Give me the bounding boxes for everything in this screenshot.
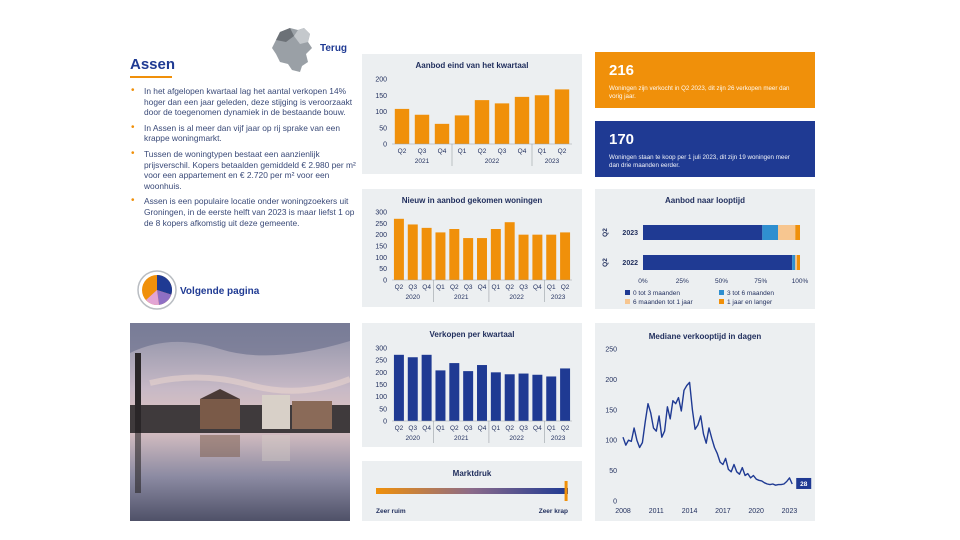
chart-aanbod: [362, 54, 582, 174]
x-tick-label: Q1: [436, 425, 445, 432]
bar: [535, 95, 549, 144]
y-tick-label: 100: [605, 437, 617, 445]
y-tick-label: 250: [375, 357, 387, 365]
legend-swatch: [625, 299, 630, 304]
x-tick-label: Q1: [546, 425, 556, 432]
bar: [408, 224, 418, 280]
x-tick-label: 100%: [791, 278, 809, 285]
bar: [491, 372, 501, 421]
bar: [463, 238, 473, 280]
bar: [546, 235, 556, 280]
year-label: 2022: [509, 294, 524, 301]
x-tick-label: Q1: [491, 284, 501, 291]
legend-label: 1 jaar en langer: [727, 299, 773, 306]
row-label: 2023: [622, 230, 638, 237]
summary-item: • Tussen de woningtypen bestaat een aanzienlijk prijsverschil. Kopers betaalden gemiddeld € 2.980 per m² voor een appartement en € 2.720 per m² voor een woonhuis.: [130, 149, 362, 191]
bar: [435, 124, 449, 144]
y-tick-label: 200: [375, 232, 387, 240]
legend-label: 0 tot 3 maanden: [633, 290, 680, 297]
chart-verkopen: [362, 323, 582, 447]
summary-list: [130, 86, 362, 233]
y-tick-label: 100: [375, 109, 387, 116]
bar: [505, 222, 515, 280]
kpi-sales-card: [595, 52, 815, 108]
legend-label: 3 tot 6 maanden: [727, 290, 774, 297]
chart-title: Aanbod naar looptijd: [665, 196, 745, 205]
bar: [519, 374, 529, 421]
bar: [395, 109, 409, 144]
x-tick-label: Q2: [397, 148, 407, 155]
bar: [477, 365, 487, 421]
y-tick-label: 0: [383, 277, 387, 285]
stacked-segment: [792, 255, 795, 270]
y-tick-label: 100: [375, 394, 387, 402]
bar: [449, 229, 459, 280]
year-label: 2021: [453, 294, 469, 301]
chart-marktdruk: [362, 461, 582, 521]
x-tick-label: Q3: [417, 148, 427, 155]
bar: [463, 371, 473, 421]
x-tick-label: 2014: [681, 508, 698, 515]
x-tick-label: Q3: [519, 284, 528, 291]
row-group-label: Q2: [602, 258, 609, 267]
x-tick-label: Q1: [457, 148, 467, 155]
x-tick-label: Q4: [533, 425, 542, 432]
x-tick-label: Q4: [477, 425, 487, 432]
summary-item: • In het afgelopen kwartaal lag het aantal verkopen 14% hoger dan een jaar geleden, deze stijging is veroorzaakt door de toegenomen dynamiek in de bestaande bouw.: [130, 86, 362, 118]
last-value-label: 28: [800, 480, 808, 488]
province-map-icon[interactable]: [270, 26, 316, 74]
chart-verkopen-svg: [362, 323, 582, 447]
y-tick-label: 200: [605, 376, 617, 384]
y-tick-label: 250: [605, 346, 617, 354]
y-tick-label: 250: [375, 220, 387, 228]
x-tick-label: Q2: [477, 148, 487, 155]
legend-label: 6 maanden tot 1 jaar: [633, 299, 693, 306]
x-tick-label: 2023: [781, 508, 798, 515]
chart-title: Mediane verkooptijd in dagen: [648, 332, 762, 341]
stacked-segment: [762, 225, 778, 240]
x-tick-label: Q3: [519, 425, 528, 432]
canal-photo: [130, 323, 350, 521]
x-tick-label: Q3: [408, 284, 418, 291]
bar: [455, 115, 469, 144]
x-tick-label: Q1: [546, 284, 556, 291]
x-tick-label: Q1: [491, 425, 501, 432]
y-tick-label: 150: [375, 92, 387, 100]
bar: [415, 115, 429, 144]
x-tick-label: 2017: [715, 508, 731, 515]
x-tick-label: Q2: [560, 425, 570, 432]
y-tick-label: 150: [375, 382, 387, 389]
chart-title: Verkopen per kwartaal: [429, 330, 515, 339]
bar: [435, 370, 445, 421]
stacked-segment: [643, 225, 762, 240]
stacked-segment: [643, 255, 792, 270]
bar: [532, 235, 542, 280]
y-tick-label: 50: [379, 266, 387, 274]
chart-looptijd-svg: [595, 189, 815, 309]
stacked-segment: [795, 255, 797, 270]
chart-aanbod-svg: [362, 54, 582, 174]
x-tick-label: Q3: [463, 284, 473, 291]
bar: [435, 232, 445, 280]
year-label: 2021: [414, 158, 430, 165]
year-label: 2023: [550, 294, 566, 301]
x-tick-label: Q4: [517, 148, 527, 155]
legend-swatch: [719, 299, 724, 304]
x-tick-label: 2011: [648, 508, 664, 515]
x-tick-label: 2020: [748, 508, 764, 515]
year-label: 2021: [453, 435, 469, 442]
stacked-segment: [795, 225, 800, 240]
bar: [560, 232, 570, 280]
kpi-sales-value: 216: [609, 62, 635, 79]
chart-verkooptijd: [595, 323, 815, 521]
bar: [560, 368, 570, 421]
x-tick-label: Q4: [533, 284, 542, 291]
stacked-segment: [797, 255, 800, 270]
row-label: 2022: [622, 260, 638, 267]
x-tick-label: Q4: [437, 148, 447, 155]
x-tick-label: Q2: [449, 425, 459, 432]
kpi-supply-value: 170: [609, 131, 635, 148]
gauge-marker: [565, 481, 568, 501]
bar: [449, 363, 459, 421]
y-tick-label: 0: [383, 141, 387, 149]
year-label: 2023: [544, 158, 560, 165]
summary-item: • Assen is een populaire locatie onder woningzoekers uit Groningen, in de eerste helft van 2023 is maar liefst 1 op de 8 kopers afkomstig uit deze gemeente.: [130, 196, 362, 228]
stacked-segment: [778, 225, 795, 240]
bar: [546, 376, 556, 421]
kpi-sales-text: Woningen zijn verkocht in Q2 2023, dit zijn 26 verkopen meer dan vorig jaar.: [609, 85, 790, 100]
x-tick-label: 2008: [615, 508, 631, 515]
y-tick-label: 0: [383, 418, 387, 426]
x-tick-label: Q3: [408, 425, 418, 432]
chart-title: Aanbod eind van het kwartaal: [415, 61, 529, 70]
x-tick-label: 75%: [754, 278, 768, 285]
series-line: [623, 382, 792, 485]
bar: [422, 355, 432, 421]
y-tick-label: 150: [605, 407, 617, 415]
chart-nieuw: [362, 189, 582, 307]
x-tick-label: Q2: [557, 148, 567, 155]
legend-swatch: [625, 290, 630, 295]
bar: [519, 235, 529, 280]
bar: [491, 229, 501, 280]
y-tick-label: 50: [379, 125, 387, 133]
x-tick-label: 0%: [638, 278, 648, 285]
pie-chart-icon[interactable]: [137, 270, 177, 310]
year-label: 2022: [484, 158, 500, 165]
y-tick-label: 200: [375, 76, 387, 84]
x-tick-label: Q3: [463, 425, 473, 432]
chart-title: Nieuw in aanbod gekomen woningen: [401, 196, 543, 205]
gauge-bar: [376, 488, 568, 494]
y-tick-label: 50: [609, 468, 617, 476]
back-link[interactable]: Terug: [320, 43, 348, 54]
next-page-link[interactable]: Volgende pagina: [180, 286, 260, 297]
x-tick-label: Q4: [422, 284, 431, 291]
bar: [422, 228, 432, 280]
y-tick-label: 300: [375, 345, 387, 353]
kpi-supply-text: Woningen staan te koop per 1 juli 2023, dit zijn 19 woningen meer dan drie maanden eerder.: [609, 154, 790, 169]
chart-title: Marktdruk: [452, 469, 492, 478]
bar: [532, 375, 542, 421]
y-tick-label: 300: [375, 209, 387, 217]
year-label: 2022: [509, 435, 524, 442]
bar: [515, 97, 529, 144]
x-tick-label: Q2: [505, 425, 515, 432]
kpi-supply-card: [595, 121, 815, 177]
page-title: Assen: [130, 56, 176, 73]
x-tick-label: Q2: [505, 284, 515, 291]
bar: [555, 89, 569, 144]
x-tick-label: 25%: [675, 278, 689, 285]
legend-swatch: [719, 290, 724, 295]
title-underline: [130, 76, 172, 78]
x-tick-label: Q2: [394, 284, 404, 291]
x-tick-label: Q4: [477, 284, 487, 291]
y-tick-label: 0: [613, 498, 617, 506]
chart-looptijd: [595, 189, 815, 309]
gauge-right-label: Zeer krap: [538, 508, 568, 515]
row-group-label: Q2: [602, 228, 609, 237]
year-label: 2023: [550, 435, 566, 442]
bar: [477, 238, 487, 280]
x-tick-label: Q1: [537, 148, 547, 155]
x-tick-label: Q1: [436, 284, 445, 291]
x-tick-label: Q2: [394, 425, 404, 432]
bar: [408, 357, 418, 421]
year-label: 2020: [405, 294, 421, 301]
chart-marktdruk-svg: [362, 461, 582, 521]
y-tick-label: 200: [375, 369, 387, 377]
y-tick-label: 100: [375, 254, 387, 262]
bar: [475, 100, 489, 144]
x-tick-label: Q2: [449, 284, 459, 291]
summary-item: • In Assen is al meer dan vijf jaar op rij sprake van een krappe woningmarkt.: [130, 123, 362, 144]
chart-verkooptijd-svg: [595, 323, 815, 521]
bar: [505, 374, 515, 421]
bar: [394, 219, 404, 280]
x-tick-label: Q4: [422, 425, 431, 432]
x-tick-label: Q2: [560, 284, 570, 291]
bar: [394, 355, 404, 421]
y-tick-label: 50: [379, 406, 387, 414]
y-tick-label: 150: [375, 243, 387, 251]
year-label: 2020: [405, 435, 421, 442]
gauge-left-label: Zeer ruim: [376, 508, 406, 515]
chart-nieuw-svg: [362, 189, 582, 307]
bar: [495, 103, 509, 144]
x-tick-label: 50%: [714, 278, 729, 285]
x-tick-label: Q3: [497, 148, 507, 155]
